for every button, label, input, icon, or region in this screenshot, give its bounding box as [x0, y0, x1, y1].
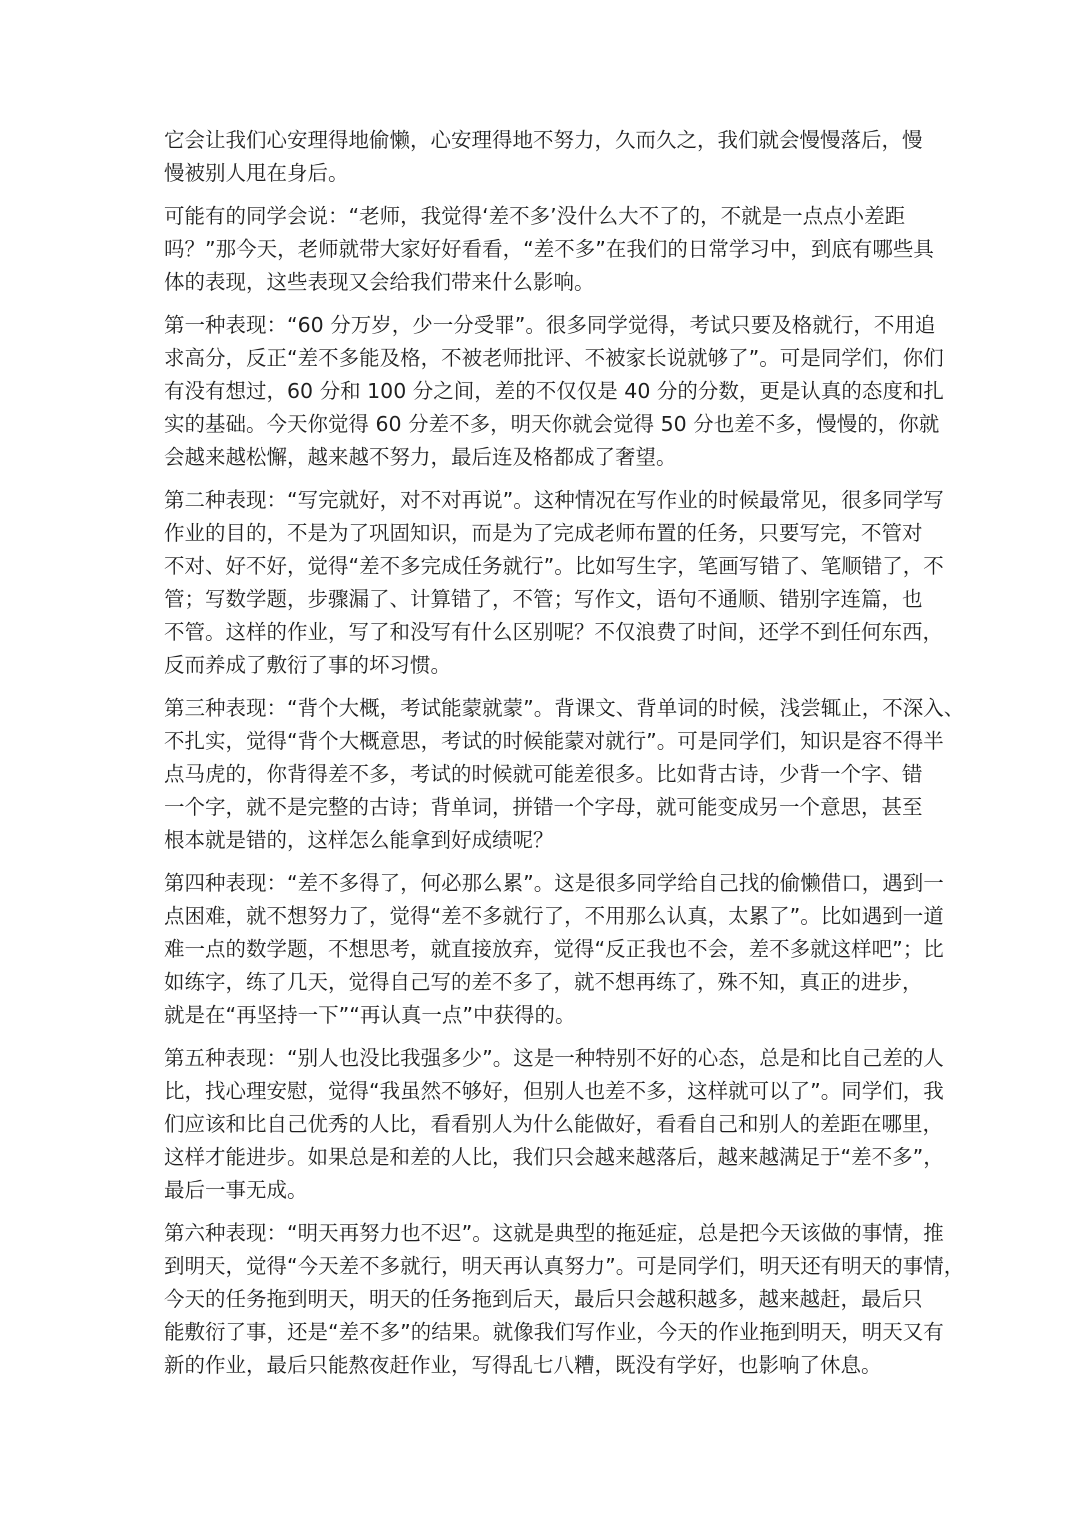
text-line: 今天的任务拖到明天，明天的任务拖到后天，最后只会越积越多，越来越赶，最后只: [164, 1287, 923, 1311]
text-line: 第四种表现：“差不多得了，何必那么累”。这是很多同学给自己找的偷懒借口，遇到一: [164, 871, 944, 895]
text-line: 体的表现，这些表现又会给我们带来什么影响。: [164, 270, 595, 294]
paragraph-behavior-2: [164, 484, 944, 682]
text-line: 第三种表现：“背个大概，考试能蒙就蒙”。背课文、背单词的时候，浅尝辄止，不深入、: [164, 696, 965, 720]
text-line: 作业的目的，不是为了巩固知识，而是为了完成老师布置的任务，只要写完，不管对: [164, 521, 923, 545]
text-line: 实的基础。今天你觉得 60 分差不多，明天你就会觉得 50 分也差不多，慢慢的，你就: [164, 412, 940, 436]
text-line: 求高分，反正“差不多能及格，不被老师批评、不被家长说就够了”。可是同学们，你们: [164, 346, 944, 370]
paragraph-behavior-1: [164, 309, 944, 474]
text-line: 这样才能进步。如果总是和差的人比，我们只会越来越落后，越来越满足于“差不多”，: [164, 1145, 944, 1169]
text-line: 一个字，就不是完整的古诗；背单词，拼错一个字母，就可能变成另一个意思，甚至: [164, 795, 923, 819]
text-line: 到明天，觉得“今天差不多就行，明天再认真努力”。可是同学们，明天还有明天的事情，: [164, 1254, 965, 1278]
text-line: 第五种表现：“别人也没比我强多少”。这是一种特别不好的心态，总是和比自己差的人: [164, 1046, 944, 1070]
paragraph-behavior-5: [164, 1042, 944, 1207]
text-line: 第二种表现：“写完就好，对不对再说”。这种情况在写作业的时候最常见，很多同学写: [164, 488, 944, 512]
text-line: 可能有的同学会说：“老师，我觉得‘差不多’没什么大不了的，不就是一点点小差距: [164, 204, 906, 228]
paragraph-behavior-3: [164, 692, 965, 857]
text-line: 管；写数学题，步骤漏了、计算错了，不管；写作文，语句不通顺、错别字连篇，也: [164, 587, 923, 611]
text-line: 反而养成了敷衍了事的坏习惯。: [164, 653, 451, 677]
text-line: 们应该和比自己优秀的人比，看看别人为什么能做好，看看自己和别人的差距在哪里，: [164, 1112, 943, 1136]
text-line: 就是在“再坚持一下”“再认真一点”中获得的。: [164, 1003, 576, 1027]
paragraph-behavior-6: [164, 1217, 965, 1382]
text-line: 慢被别人甩在身后。: [164, 161, 349, 185]
text-line: 不扎实，觉得“背个大概意思，考试的时候能蒙对就行”。可是同学们，知识是容不得半: [164, 729, 944, 753]
text-line: 如练字，练了几天，觉得自己写的差不多了，就不想再练了，殊不知，真正的进步，: [164, 970, 923, 994]
text-line: 会越来越松懈，越来越不努力，最后连及格都成了奢望。: [164, 445, 677, 469]
paragraph-intro-continuation: [164, 124, 923, 190]
text-line: 难一点的数学题，不想思考，就直接放弃，觉得“反正我也不会，差不多就这样吧”；比: [164, 937, 944, 961]
text-line: 能敷衍了事，还是“差不多”的结果。就像我们写作业，今天的作业拖到明天，明天又有: [164, 1320, 944, 1344]
text-line: 点马虎的，你背得差不多，考试的时候就可能差很多。比如背古诗，少背一个字、错: [164, 762, 923, 786]
text-line: 点困难，就不想努力了，觉得“差不多就行了，不用那么认真，太累了”。比如遇到一道: [164, 904, 944, 928]
text-line: 新的作业，最后只能熬夜赶作业，写得乱七八糟，既没有学好，也影响了休息。: [164, 1353, 882, 1377]
text-line: 根本就是错的，这样怎么能拿到好成绩呢？: [164, 828, 554, 852]
article-body: [164, 124, 965, 1392]
text-line: 最后一事无成。: [164, 1178, 308, 1202]
text-line: 比，找心理安慰，觉得“我虽然不够好，但别人也差不多，这样就可以了”。同学们，我: [164, 1079, 944, 1103]
paragraph-behavior-4: [164, 867, 944, 1032]
text-line: 第六种表现：“明天再努力也不迟”。这就是典型的拖延症，总是把今天该做的事情，推: [164, 1221, 944, 1245]
text-line: 吗？”那今天，老师就带大家好好看看，“差不多”在我们的日常学习中，到底有哪些具: [164, 237, 934, 261]
text-line: 不管。这样的作业，写了和没写有什么区别呢？不仅浪费了时间，还学不到任何东西，: [164, 620, 943, 644]
paragraph-question: [164, 200, 934, 299]
text-line: 不对、好不好，觉得“差不多完成任务就行”。比如写生字，笔画写错了、笔顺错了，不: [164, 554, 944, 578]
text-line: 有没有想过，60 分和 100 分之间，差的不仅仅是 40 分的分数，更是认真的态度和扎: [164, 379, 944, 403]
text-line: 第一种表现：“60 分万岁，少一分受罪”。很多同学觉得，考试只要及格就行，不用追: [164, 313, 936, 337]
text-line: 它会让我们心安理得地偷懒，心安理得地不努力，久而久之，我们就会慢慢落后，慢: [164, 128, 923, 152]
